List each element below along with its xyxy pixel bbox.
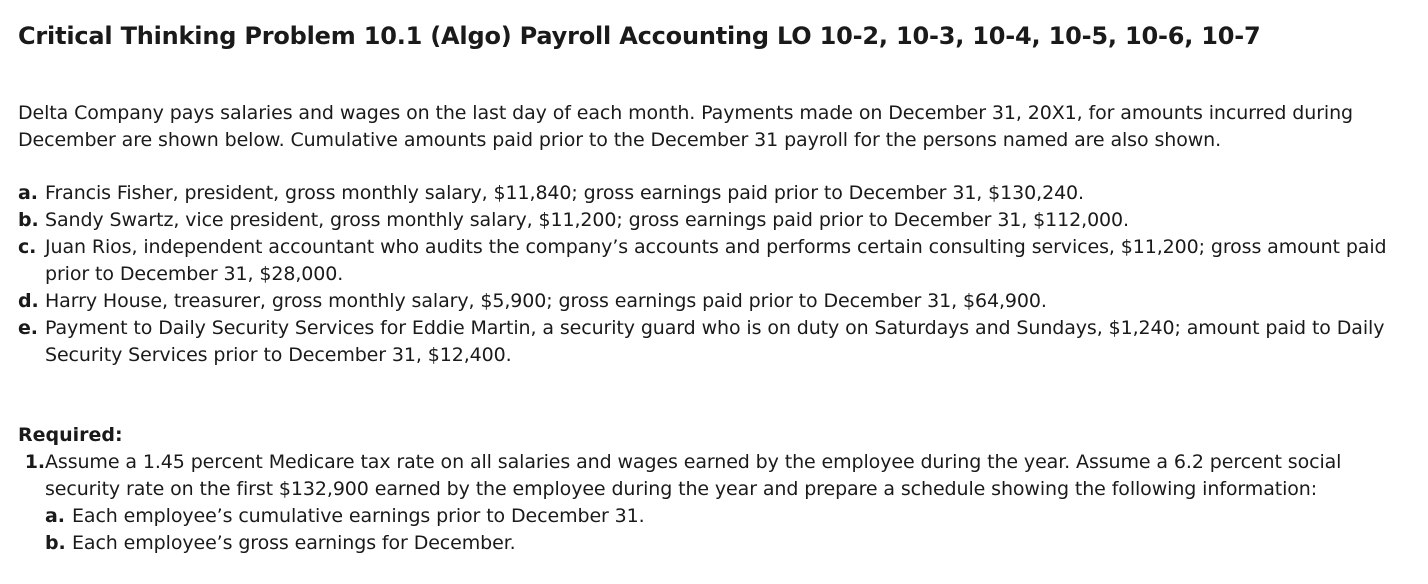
item-label: d.: [18, 290, 39, 312]
item-label: c.: [18, 236, 37, 258]
item-text: Each employee’s cumulative earnings prior to December 31.: [72, 505, 645, 527]
required-list: [18, 449, 1422, 557]
required-heading: Required:: [18, 424, 123, 446]
problem-title: Critical Thinking Problem 10.1 (Algo) Payroll Accounting LO 10-2, 10-3, 10-4, 10-5, 10-6, 10-7: [18, 22, 1261, 50]
item-label: 1.: [24, 451, 45, 473]
item-text: Juan Rios, independent accountant who audits the company’s accounts and performs certain consulting services, $11,200; gross amount paid prior to December 31, $28,000.: [45, 236, 1387, 285]
item-text: Harry House, treasurer, gross monthly salary, $5,900; gross earnings paid prior to December 31, $64,900.: [45, 290, 1047, 312]
list-item: [45, 503, 1422, 530]
item-text: Payment to Daily Security Services for Eddie Martin, a security guard who is on duty on Saturdays and Sundays, $1,240; amount paid to Daily Security Services prior to December 31, $12,400.: [45, 317, 1385, 366]
list-item: [18, 315, 1418, 369]
item-text: Francis Fisher, president, gross monthly salary, $11,840; gross earnings paid prior to December 31, $130,240.: [45, 182, 1084, 204]
list-item: [18, 449, 1422, 557]
item-text: Each employee’s gross earnings for December.: [72, 532, 516, 554]
item-text: Sandy Swartz, vice president, gross monthly salary, $11,200; gross earnings paid prior to December 31, $112,000.: [45, 209, 1129, 231]
list-item: [18, 180, 1418, 207]
sub-list: [45, 503, 1422, 557]
item-label: b.: [45, 532, 66, 554]
item-text: Assume a 1.45 percent Medicare tax rate on all salaries and wages earned by the employee during the year. Assume a 6.2 percent social security rate on the first $132,900 earned by the employee during the year and prepare a schedule showing the following information:: [45, 451, 1342, 500]
item-label: a.: [18, 182, 38, 204]
employee-list: [18, 180, 1418, 369]
item-label: e.: [18, 317, 38, 339]
list-item: [18, 207, 1418, 234]
required-item-body: [45, 449, 1422, 557]
list-item: [18, 288, 1418, 315]
item-label: b.: [18, 209, 39, 231]
list-item: [18, 234, 1418, 288]
problem-intro: Delta Company pays salaries and wages on the last day of each month. Payments made on December 31, 20X1, for amounts incurred during December are shown below. Cumulative amounts paid prior to the December 31 payroll for the persons named are also shown.: [18, 102, 1353, 151]
list-item: [45, 530, 1422, 557]
item-label: a.: [45, 505, 65, 527]
